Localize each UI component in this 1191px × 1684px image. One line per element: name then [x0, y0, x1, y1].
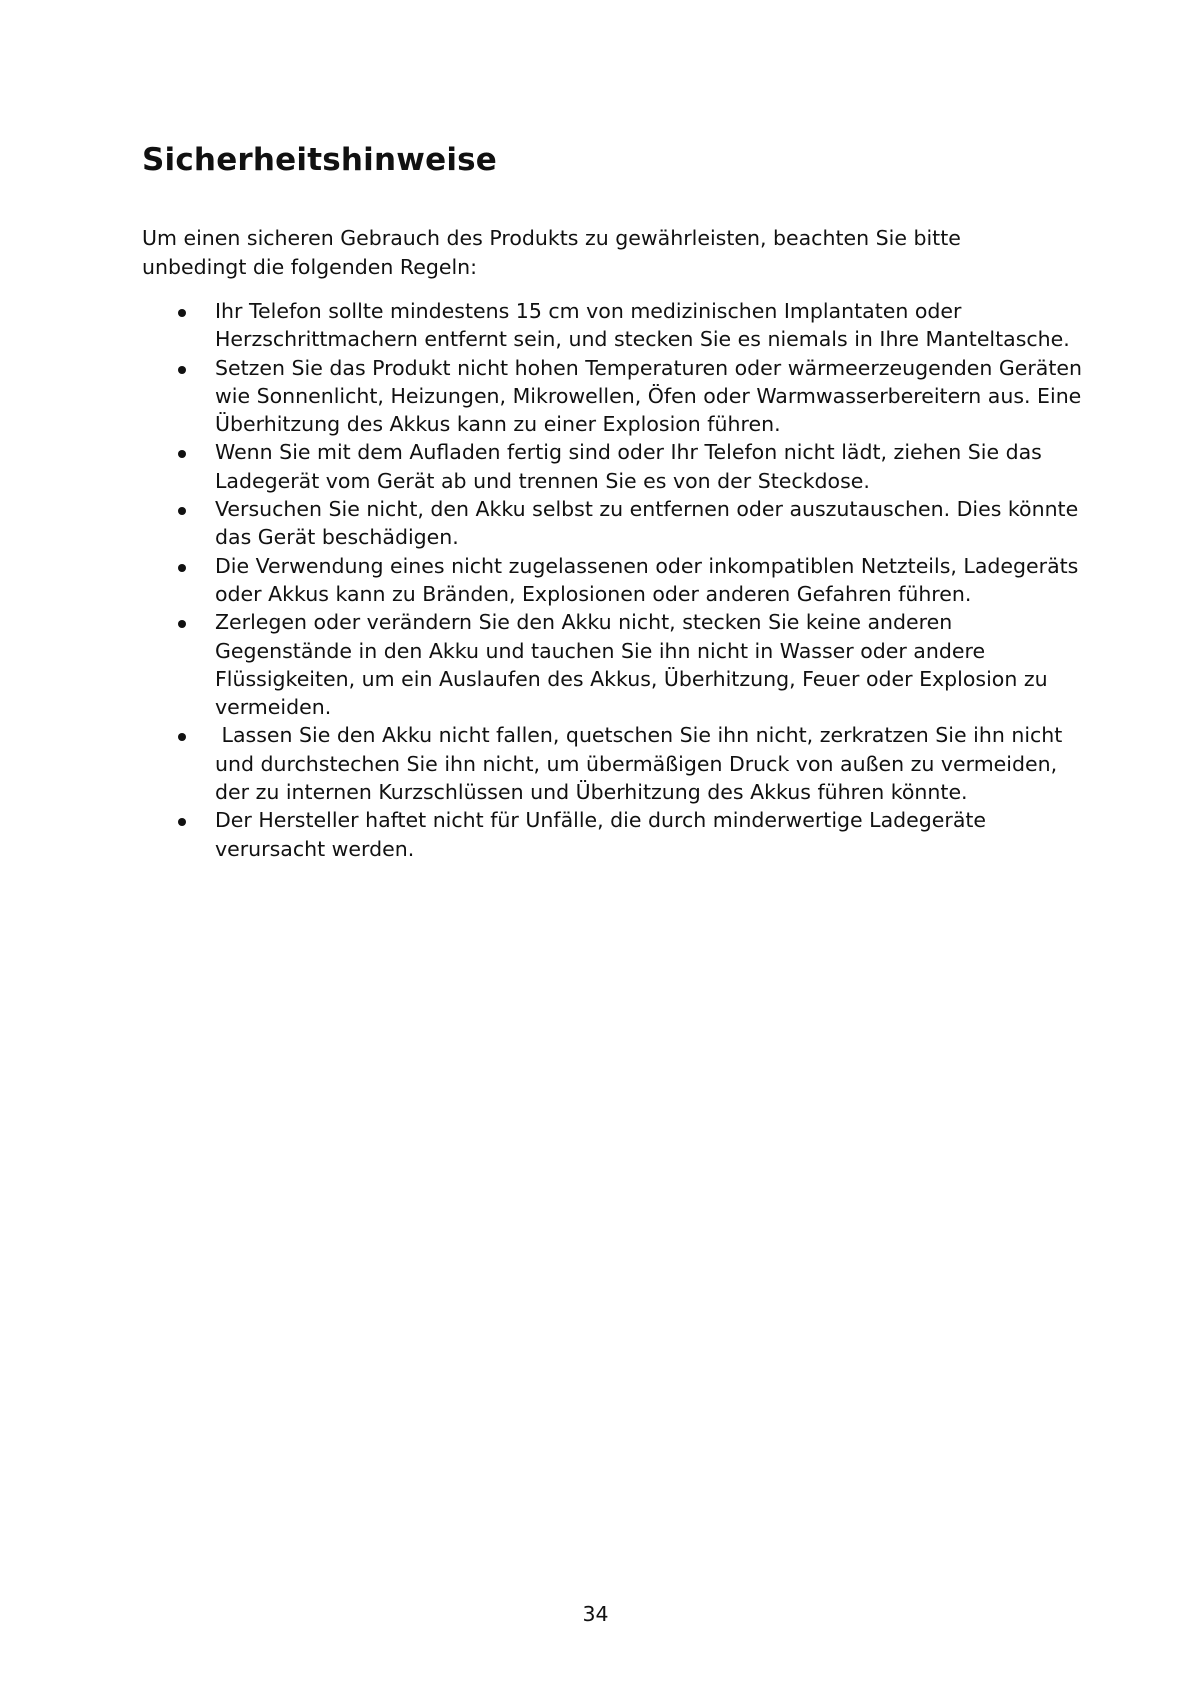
list-item-text: Versuchen Sie nicht, den Akku selbst zu entfernen oder auszutauschen. Dies könnte das Gerät beschädigen.: [215, 497, 1079, 550]
list-item: [142, 552, 1082, 609]
safety-rules-list: [142, 297, 1082, 863]
page-title: Sicherheitshinweise: [142, 142, 498, 178]
bullet-icon: [178, 564, 186, 572]
list-item-text: Zerlegen oder verändern Sie den Akku nicht, stecken Sie keine anderen Gegenstände in den Akku und tauchen Sie ihn nicht in Wasser oder andere Flüssigkeiten, um ein Auslaufen des Akkus, Überhitzung, Feuer oder Explosion zu vermeiden.: [215, 610, 1048, 720]
list-item: [142, 608, 1082, 721]
list-item-text: Der Hersteller haftet nicht für Unfälle, die durch minderwertige Ladegeräte verursacht werden.: [215, 808, 987, 861]
bullet-icon: [178, 818, 186, 826]
list-item: [142, 438, 1082, 495]
page-number: 34: [582, 1602, 609, 1626]
bullet-icon: [178, 620, 186, 628]
list-item: [142, 806, 1082, 863]
list-item: [142, 354, 1082, 439]
bullet-icon: [178, 309, 186, 317]
list-item-text: Die Verwendung eines nicht zugelassenen oder inkompatiblen Netzteils, Ladegeräts oder Akkus kann zu Bränden, Explosionen oder anderen Gefahren führen.: [215, 553, 1079, 606]
list-item: [142, 721, 1082, 806]
bullet-icon: [178, 450, 186, 458]
list-item: [142, 495, 1082, 552]
bullet-icon: [178, 366, 186, 374]
bullet-icon: [178, 733, 186, 741]
intro-paragraph: Um einen sicheren Gebrauch des Produkts zu gewährleisten, beachten Sie bitte unbedingt die folgenden Regeln:: [142, 226, 961, 279]
list-item: [142, 297, 1082, 354]
list-item-text: Setzen Sie das Produkt nicht hohen Temperaturen oder wärmeerzeugenden Geräten wie Sonnenlicht, Heizungen, Mikrowellen, Öfen oder Warmwasserbereitern aus. Eine Überhitzung des Akkus kann zu einer Explosion führen.: [215, 355, 1083, 437]
list-item-text: Ihr Telefon sollte mindestens 15 cm von medizinischen Implantaten oder Herzschrittmachern entfernt sein, und stecken Sie es niemals in Ihre Manteltasche.: [215, 299, 1070, 352]
list-item-text: Lassen Sie den Akku nicht fallen, quetschen Sie ihn nicht, zerkratzen Sie ihn nicht und durchstechen Sie ihn nicht, um übermäßigen Druck von außen zu vermeiden, der zu internen Kurzschlüssen und Überhitzung des Akkus führen könnte.: [215, 723, 1069, 805]
bullet-icon: [178, 507, 186, 515]
list-item-text: Wenn Sie mit dem Aufladen fertig sind oder Ihr Telefon nicht lädt, ziehen Sie das Ladegerät vom Gerät ab und trennen Sie es von der Steckdose.: [215, 440, 1042, 493]
